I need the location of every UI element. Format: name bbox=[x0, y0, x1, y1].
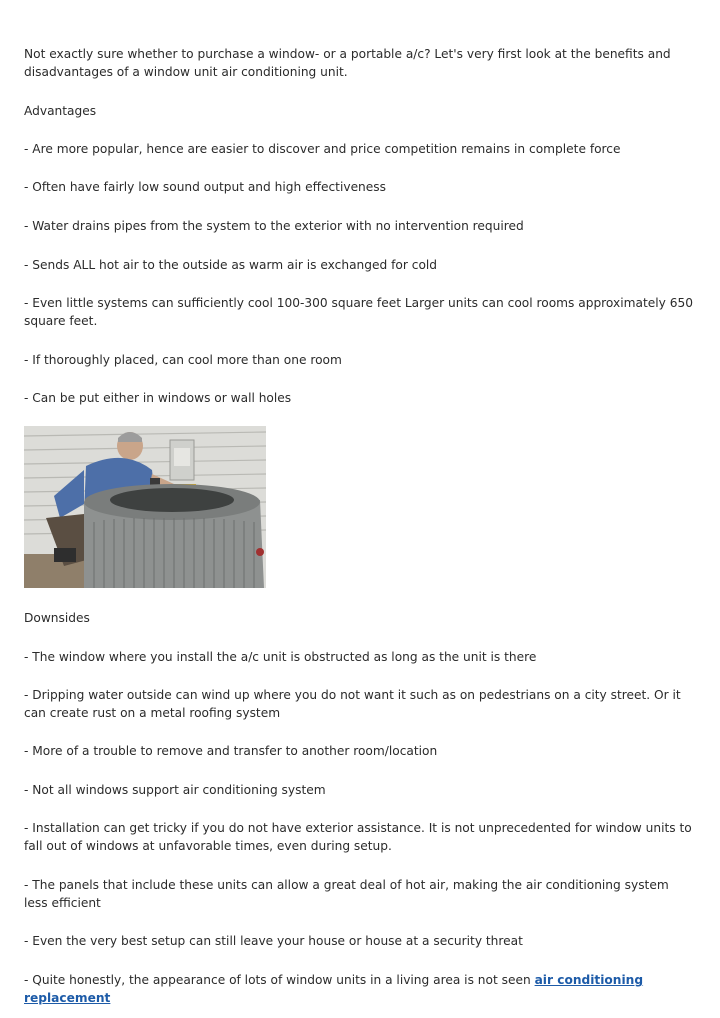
advantage-item: - Even little systems can sufficiently cool 100-300 square feet Larger units can cool rooms approximately 650 square feet. bbox=[24, 296, 693, 328]
advantages-heading: Advantages bbox=[24, 104, 97, 118]
air-conditioning-replacement-link[interactable]: air conditioning replacement bbox=[24, 973, 644, 1005]
advantage-item: - Water drains pipes from the system to the exterior with no intervention required bbox=[24, 219, 524, 233]
advantage-item: - Can be put either in windows or wall holes bbox=[24, 391, 292, 405]
final-paragraph bbox=[24, 971, 696, 1007]
downside-item: - Not all windows support air conditioning system bbox=[24, 783, 326, 797]
downside-item: - More of a trouble to remove and transfer to another room/location bbox=[24, 744, 438, 758]
photo-illustration bbox=[24, 426, 266, 588]
final-paragraph-text: - Quite honestly, the appearance of lots of window units in a living area is not seen bbox=[24, 973, 531, 987]
advantage-item: - Are more popular, hence are easier to discover and price competition remains in complete force bbox=[24, 142, 621, 156]
advantage-item: - Sends ALL hot air to the outside as warm air is exchanged for cold bbox=[24, 258, 438, 272]
downside-item: - Dripping water outside can wind up where you do not want it such as on pedestrians on a city street. Or it can create rust on a metal roofing system bbox=[24, 688, 681, 720]
downside-item: - Installation can get tricky if you do not have exterior assistance. It is not unprecedented for window units to fall out of windows at unfavorable times, even during setup. bbox=[24, 821, 692, 853]
downside-item: - Even the very best setup can still leave your house or house at a security threat bbox=[24, 934, 523, 948]
advantage-item: - Often have fairly low sound output and high effectiveness bbox=[24, 180, 386, 194]
downside-item: - The panels that include these units can allow a great deal of hot air, making the air conditioning system less efficient bbox=[24, 878, 669, 910]
downside-item: - The window where you install the a/c unit is obstructed as long as the unit is there bbox=[24, 650, 537, 664]
intro-paragraph: Not exactly sure whether to purchase a window- or a portable a/c? Let's very first look at the benefits and disadvantages of a window unit air conditioning unit. bbox=[24, 47, 671, 79]
technician-ac-unit-photo bbox=[24, 426, 266, 588]
downsides-heading: Downsides bbox=[24, 611, 90, 625]
advantage-item: - If thoroughly placed, can cool more than one room bbox=[24, 353, 342, 367]
